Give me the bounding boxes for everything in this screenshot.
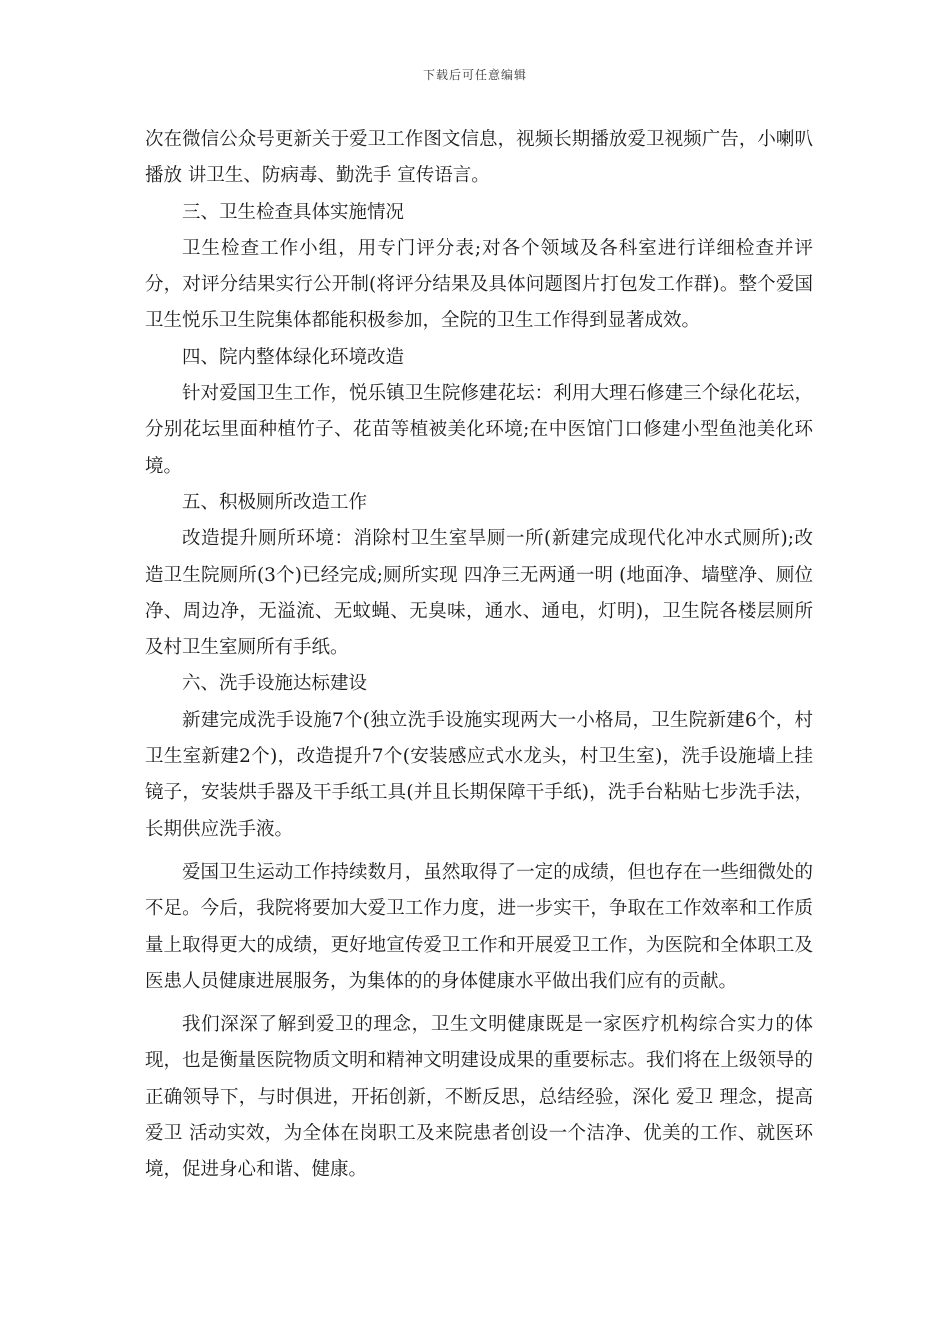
paragraph-continued: 次在微信公众号更新关于爱卫工作图文信息，视频长期播放爱卫视频广告，小喇叭播放 讲卫生、防病毒、勤洗手 宣传语言。 bbox=[145, 129, 813, 187]
paragraph-toilet: 改造提升厕所环境：消除村卫生室旱厕一所(新建完成现代化冲水式厕所);改造卫生院厕所(3个)已经完成;厕所实现 四净三无两通一明 (地面净、墙壁净、厕位净、周边净，无溢流、无蚊蝇、无臭味，通水、通电，灯明)，卫生院各楼层厕所及村卫生室厕所有手纸。 bbox=[145, 528, 813, 659]
page-header: 下载后可任意编辑 bbox=[422, 68, 527, 82]
paragraph-handwashing: 新建完成洗手设施7个(独立洗手设施实现两大一小格局，卫生院新建6个，村卫生室新建2个)，改造提升7个(安装感应式水龙头，村卫生室)，洗手设施墙上挂镜子，安装烘手器及干手纸工具(并且长期保障干手纸)，洗手台粘贴七步洗手法，长期供应洗手液。 bbox=[145, 709, 813, 840]
section-heading-5: 五、积极厕所改造工作 bbox=[182, 491, 368, 513]
section-heading-3: 三、卫生检查具体实施情况 bbox=[182, 201, 405, 223]
paragraph-inspection: 卫生检查工作小组，用专门评分表;对各个领域及各科室进行详细检查并评分，对评分结果实行公开制(将评分结果及具体问题图片打包发工作群)。整个爱国卫生悦乐卫生院集体都能积极参加，全院的卫生工作得到显著成效。 bbox=[145, 237, 813, 332]
paragraph-conclusion: 我们深深了解到爱卫的理念，卫生文明健康既是一家医疗机构综合实力的体现，也是衡量医院物质文明和精神文明建设成果的重要标志。我们将在上级领导的正确领导下，与时俱进，开拓创新，不断反思，总结经验，深化 爱卫 理念，提高 爱卫 活动实效，为全体在岗职工及来院患者创设一个洁净、优美的工作、就医环境，促进身心和谐、健康。 bbox=[145, 1014, 813, 1181]
section-heading-4: 四、院内整体绿化环境改造 bbox=[182, 346, 405, 368]
section-heading-6: 六、洗手设施达标建设 bbox=[182, 673, 368, 695]
document-body bbox=[145, 122, 813, 1189]
paragraph-summary: 爱国卫生运动工作持续数月，虽然取得了一定的成绩，但也存在一些细微处的不足。今后，我院将要加大爱卫工作力度，进一步实干，争取在工作效率和工作质量上取得更大的成绩，更好地宣传爱卫工作和开展爱卫工作，为医院和全体职工及医患人员健康进展服务，为集体的的身体健康水平做出我们应有的贡献。 bbox=[145, 861, 813, 992]
paragraph-greening: 针对爱国卫生工作，悦乐镇卫生院修建花坛：利用大理石修建三个绿化花坛，分别花坛里面种植竹子、花苗等植被美化环境;在中医馆门口修建小型鱼池美化环境。 bbox=[145, 383, 813, 477]
